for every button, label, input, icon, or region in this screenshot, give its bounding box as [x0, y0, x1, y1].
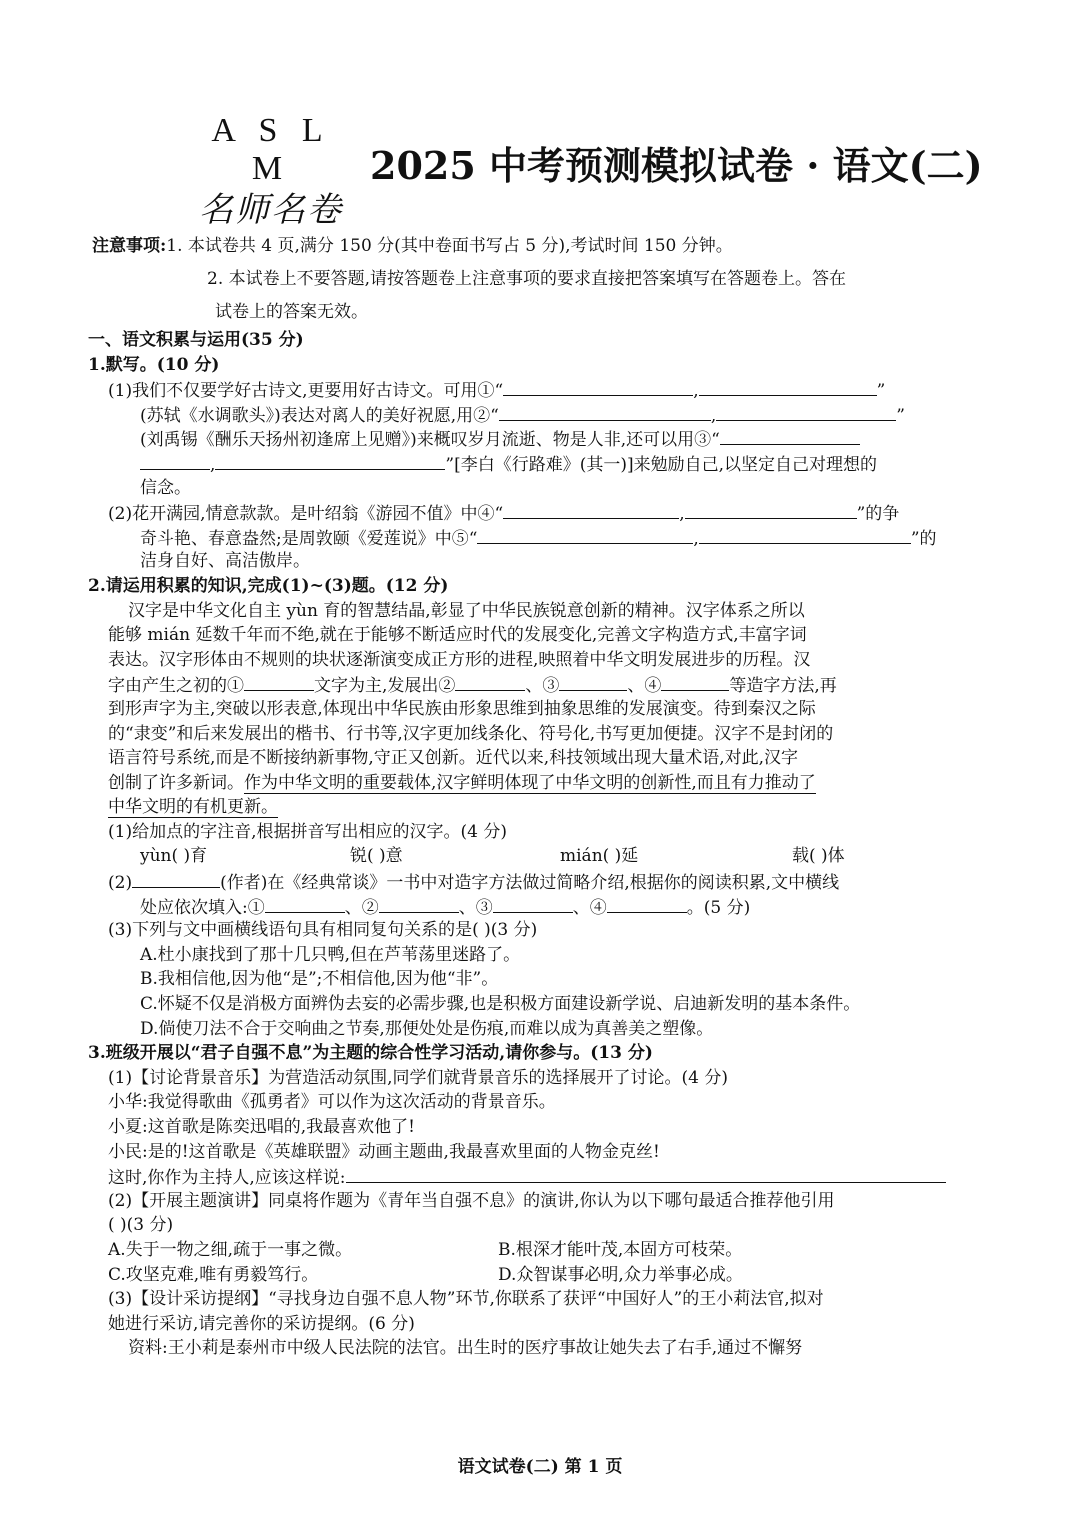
passage-text: 等造字方法,再 — [729, 676, 837, 697]
dialogue-line — [88, 1164, 1038, 1189]
answer-blank[interactable] — [499, 402, 711, 421]
logo-latin-text: A S L M — [211, 112, 331, 187]
passage-line: 到形声字为主,突破以形表意,体现出中华民族由形象思维到抽象思维的发展演变。待到秦汉之际 — [108, 698, 816, 719]
answer-blank[interactable] — [265, 894, 345, 913]
q3-subquestion: (3)【设计采访提纲】“寻找身边自强不息人物”环节,你联系了获评“中国好人”的王小莉法官,拟对 — [108, 1289, 824, 1310]
answer-blank[interactable] — [346, 1164, 946, 1183]
choice-option[interactable]: D.倘使刀法不合于交响曲之节奏,那便处处是伤痕,而难以成为真善美之塑像。 — [140, 1018, 714, 1039]
page-title: 2025 中考预测模拟试卷 · 语文(二) — [370, 143, 983, 188]
pinyin-item: mián( )延 — [560, 846, 639, 867]
answer-blank[interactable] — [244, 672, 314, 691]
q2-text: 、④ — [572, 897, 607, 918]
pinyin-item: 载( )体 — [792, 846, 845, 867]
q1-line: 洁身自好、高洁傲岸。 — [140, 551, 310, 572]
q3-subquestion: (2)【开展主题演讲】同桌将作题为《青年当自强不息》的演讲,你认为以下哪句最适合推荐他引用 — [108, 1190, 835, 1211]
q1-line: , ”[李白《行路难》(其一)]来勉励自己,以坚定自己对理想的 — [88, 451, 1038, 476]
q1-text: 奇斗艳、春意盎然;是周敦颐《爱莲说》中⑤“ — [140, 528, 478, 549]
dialogue-line: 小夏:这首歌是陈奕迅唱的,我最喜欢他了! — [108, 1117, 415, 1137]
publisher-logo — [186, 112, 356, 232]
section-heading: 一、语文积累与运用(35 分) — [88, 330, 304, 350]
q1-title: 1.默写。(10 分) — [88, 354, 220, 375]
choice-row — [88, 1238, 1038, 1263]
q1-text: ”的 — [910, 528, 937, 549]
answer-blank[interactable] — [140, 451, 210, 470]
choice-option[interactable]: C.怀疑不仅是消极方面辨伪去妄的必需步骤,也是积极方面建设新学说、启迪新发明的基本条件。 — [140, 994, 861, 1015]
answer-blank[interactable] — [503, 500, 679, 519]
notice-label: 注意事项: — [92, 236, 167, 256]
q2-text: 、② — [344, 897, 379, 918]
logo-chinese-text: 名师名卷 — [199, 190, 343, 230]
q1-line: (苏轼《水调歌头》)表达对离人的美好祝愿,用②“ , ” — [88, 402, 1038, 427]
dialogue-line: 小民:是的!这首歌是《英雄联盟》动画主题曲,我最喜欢里面的人物金克丝! — [108, 1141, 660, 1162]
choice-option[interactable]: C.攻坚克难,唯有勇毅笃行。 — [108, 1264, 319, 1285]
passage-text: 创制了许多新词。 — [108, 772, 244, 793]
answer-blank[interactable] — [215, 451, 445, 470]
answer-blank[interactable] — [607, 894, 687, 913]
exam-content — [88, 328, 1038, 1361]
q1-line: 奇斗艳、春意盎然;是周敦颐《爱莲说》中⑤“ , ”的 — [88, 525, 1038, 550]
answer-blank[interactable] — [132, 869, 220, 888]
q1-line: (2)花开满园,情意款款。是叶绍翁《游园不值》中④“ , ”的争 — [88, 500, 1038, 525]
pinyin-item: yùn( )育 — [140, 846, 208, 867]
q2-text: 、③ — [458, 897, 493, 918]
choice-option[interactable]: A.杜小康找到了那十几只鸭,但在芦苇荡里迷路了。 — [140, 944, 521, 965]
passage-line: 的“隶变”和后来发展出的楷书、行书等,汉字更加线条化、符号化,书写更加便捷。汉字不是封闭的 — [108, 723, 834, 744]
q2-subquestion: (3)下列与文中画横线语句具有相同复句关系的是( )(3 分) — [108, 920, 538, 941]
choice-option[interactable]: B.我相信他,因为他“是”;不相信他,因为他“非”。 — [140, 969, 499, 990]
answer-blank[interactable] — [493, 894, 573, 913]
notice-item-1: 1. 本试卷共 4 页,满分 150 分(其中卷面书写占 5 分),考试时间 150 分钟。 — [166, 236, 733, 256]
passage-line: 能够 mián 延数千年而不绝,就在于能够不断适应时代的发展变化,完善文字构造方式,丰富字词 — [108, 625, 807, 646]
notice-item-2b: 试卷上的答案无效。 — [215, 302, 368, 322]
q2-text: (作者)在《经典常谈》一书中对造字方法做过简略介绍,根据你的阅读积累,文中横线 — [220, 873, 840, 894]
q1-text: ”[李白《行路难》(其一)]来勉励自己,以坚定自己对理想的 — [445, 454, 878, 475]
choice-option[interactable]: D.众智谋事必明,众力举事必成。 — [498, 1264, 743, 1285]
answer-blank[interactable] — [379, 894, 459, 913]
passage-line: 汉字是中华文化自主 yùn 育的智慧结晶,彰显了中华民族锐意创新的精神。汉字体系之所以 — [128, 600, 805, 621]
q3-subquestion: 她进行采访,请完善你的采访提纲。(6 分) — [108, 1313, 415, 1334]
q3-subquestion: ( )(3 分) — [108, 1215, 174, 1236]
choice-row — [88, 1263, 1038, 1288]
choice-option[interactable]: B.根深才能叶茂,本固方可枝荣。 — [498, 1239, 743, 1260]
underlined-sentence: 作为中华文明的重要载体,汉字鲜明体现了中华文明的创新性,而且有力推动了 — [244, 772, 816, 793]
q2-text: 。(5 分) — [686, 897, 751, 918]
passage-line: 表达。汉字形体由不规则的块状逐渐演变成正方形的进程,映照着中华文明发展进步的历程。汉 — [108, 649, 811, 670]
passage-line — [88, 795, 1038, 820]
answer-blank[interactable] — [720, 426, 860, 445]
q1-text: (1)我们不仅要学好古诗文,更要用好古诗文。可用①“ — [108, 381, 504, 402]
answer-blank[interactable] — [661, 672, 729, 691]
answer-blank[interactable] — [716, 402, 896, 421]
page-footer: 语文试卷(二) 第 1 页 — [457, 1457, 623, 1477]
passage-text: 、③ — [525, 676, 560, 697]
underlined-sentence: 中华文明的有机更新。 — [108, 797, 278, 818]
q2-subquestion — [88, 894, 1038, 919]
q1-line: 信念。 — [140, 477, 191, 498]
q2-title: 2.请运用积累的知识,完成(1)~(3)题。(12 分) — [88, 575, 449, 596]
answer-blank[interactable] — [699, 377, 877, 396]
passage-line: 语言符号系统,而是不断接纳新事物,守正又创新。近代以来,科技领域出现大量术语,对此,汉字 — [108, 748, 799, 769]
q2-text: 处应依次填入:① — [140, 897, 265, 918]
q1-line — [88, 426, 1038, 451]
passage-text: 文字为主,发展出② — [314, 676, 456, 697]
q2-subquestion: (1)给加点的字注音,根据拼音写出相应的汉字。(4 分) — [108, 821, 507, 842]
q2-text: (2) — [108, 873, 133, 894]
q3-subquestion: (1)【讨论背景音乐】为营造活动氛围,同学们就背景音乐的选择展开了讨论。(4 分) — [108, 1067, 728, 1088]
answer-blank[interactable] — [699, 525, 911, 544]
choice-option[interactable]: A.失于一物之细,疏于一事之微。 — [108, 1239, 353, 1260]
dialogue-line: 小华:我觉得歌曲《孤勇者》可以作为这次活动的背景音乐。 — [108, 1092, 556, 1113]
answer-blank[interactable] — [477, 525, 693, 544]
passage-line — [88, 771, 1038, 796]
notice-item-2a: 2. 本试卷上不要答题,请按答题卷上注意事项的要求直接把答案填写在答题卷上。答在 — [207, 269, 847, 289]
passage-text: 字由产生之初的① — [108, 676, 244, 697]
exam-notice — [92, 230, 1042, 329]
answer-blank[interactable] — [455, 672, 525, 691]
q1-text: (2)花开满园,情意款款。是叶绍翁《游园不值》中④“ — [108, 504, 504, 525]
q1-text: (刘禹锡《酬乐天扬州初逢席上见赠》)来概叹岁月流逝、物是人非,还可以用③“ — [140, 430, 720, 451]
pinyin-item: 锐( )意 — [350, 846, 403, 867]
q1-line: (1)我们不仅要学好古诗文,更要用好古诗文。可用①“ , ” — [88, 377, 1038, 402]
answer-blank[interactable] — [503, 377, 693, 396]
answer-blank[interactable] — [685, 500, 857, 519]
dialogue-text: 这时,你作为主持人,应该这样说: — [108, 1168, 346, 1189]
pinyin-row — [88, 844, 1038, 869]
passage-text: 、④ — [627, 676, 662, 697]
answer-blank[interactable] — [559, 672, 627, 691]
q2-subquestion — [88, 869, 1038, 894]
q1-text: (苏轼《水调歌头》)表达对离人的美好祝愿,用②“ — [140, 405, 499, 426]
material-text: 资料:王小莉是泰州市中级人民法院的法官。出生时的医疗事故让她失去了右手,通过不懈努 — [128, 1338, 803, 1359]
q1-text: ”的争 — [856, 504, 900, 525]
q3-title: 3.班级开展以“君子自强不息”为主题的综合性学习活动,请你参与。(13 分) — [88, 1043, 653, 1064]
passage-line — [88, 672, 1038, 697]
